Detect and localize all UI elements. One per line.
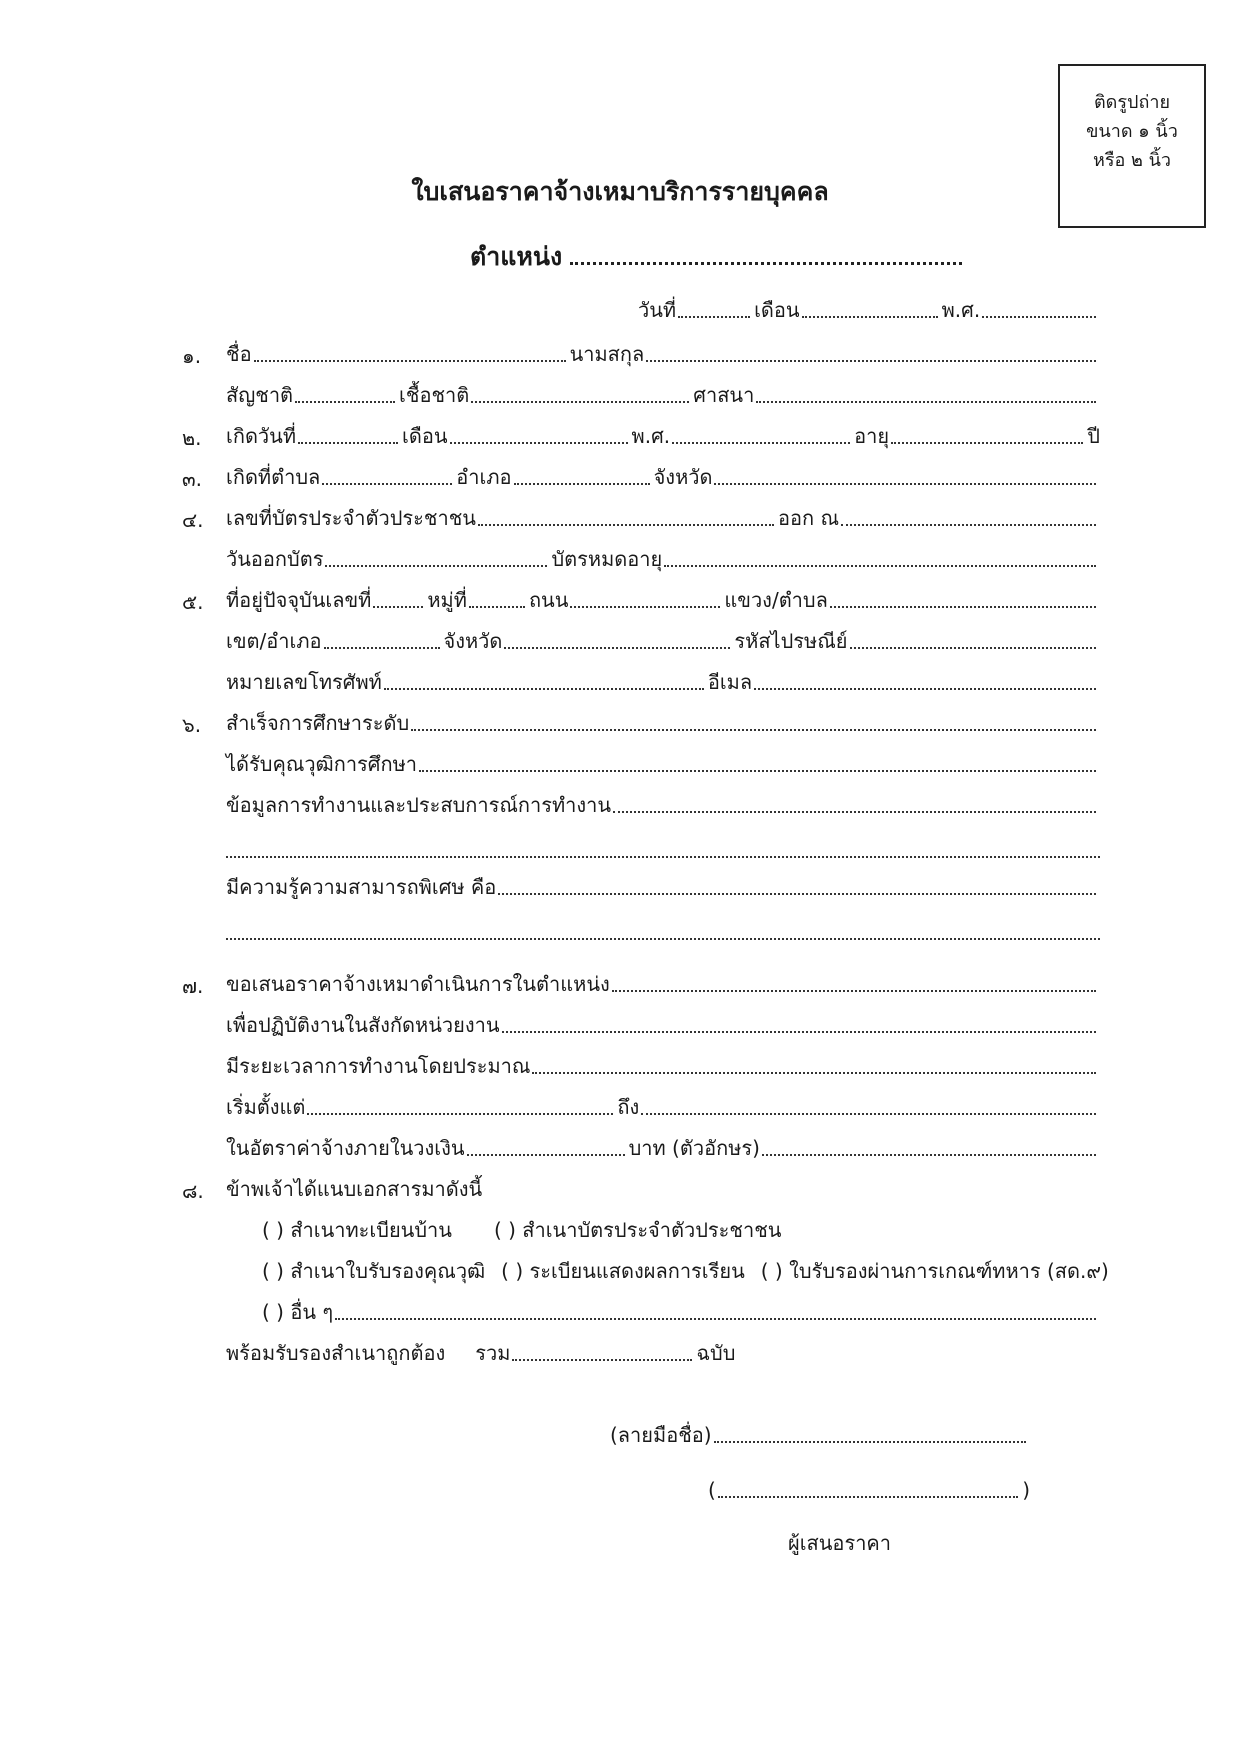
id-card-field[interactable] <box>478 524 774 526</box>
section-number: ๔. <box>182 508 204 532</box>
start-label: เริ่มตั้งแต่ <box>226 1095 306 1119</box>
day-field[interactable] <box>678 316 750 318</box>
section-7-row-5 <box>0 1134 1240 1168</box>
section-6-row-2 <box>0 750 1240 784</box>
surname-label: นามสกุล <box>569 342 645 366</box>
section-6-row-5 <box>0 873 1240 907</box>
baht-text-field[interactable] <box>762 1154 1096 1156</box>
page-title: ใบเสนอราคาจ้างเหมาบริการรายบุคคล <box>411 177 829 206</box>
years-label: ปี <box>1087 424 1100 448</box>
rate-field[interactable] <box>467 1154 625 1156</box>
position-field[interactable] <box>570 258 962 265</box>
close-paren: ) <box>1022 1478 1030 1502</box>
address-no-field[interactable] <box>373 606 423 608</box>
nationality-field[interactable] <box>295 401 395 403</box>
certify-label: พร้อมรับรองสำเนาถูกต้อง <box>226 1341 446 1365</box>
total-field[interactable] <box>512 1359 692 1361</box>
nationality-label: สัญชาติ <box>226 383 294 407</box>
birth-month-field[interactable] <box>450 442 628 444</box>
education-field[interactable] <box>411 729 1096 731</box>
section-4-row-2 <box>0 545 1240 579</box>
printed-name-field[interactable] <box>718 1496 1018 1498</box>
section-number: ๕. <box>182 590 204 614</box>
name-field[interactable] <box>254 360 566 362</box>
unit-label: เพื่อปฏิบัติงานในสังกัดหน่วยงาน <box>226 1013 500 1037</box>
section-5-row-2 <box>0 627 1240 661</box>
address-no-label: ที่อยู่ปัจจุบันเลขที่ <box>226 588 372 612</box>
address-district-label: เขต/อำเภอ <box>226 629 322 653</box>
section-6-row-1 <box>0 709 1240 743</box>
birth-subdistrict-field[interactable] <box>322 483 452 485</box>
photo-box-line: ขนาด ๑ นิ้ว <box>1086 121 1178 142</box>
name-label: ชื่อ <box>226 342 252 366</box>
birth-province-label: จังหวัด <box>653 465 713 489</box>
skills-field[interactable] <box>498 893 1096 895</box>
moo-field[interactable] <box>469 606 525 608</box>
year-label: พ.ศ. <box>941 298 981 322</box>
section-8-row-1 <box>0 1175 1240 1209</box>
skills-label: มีความรู้ความสามารถพิเศษ คือ <box>226 875 497 899</box>
photo-box-line: ติดรูปถ่าย <box>1093 92 1171 113</box>
skills-extra-field[interactable] <box>226 938 1100 940</box>
house-registration-checkbox[interactable]: ( ) สำเนาทะเบียนบ้าน <box>262 1218 452 1242</box>
offer-field[interactable] <box>612 990 1096 992</box>
date-row <box>0 296 1240 330</box>
bidder-label: ผู้เสนอราคา <box>788 1531 892 1555</box>
id-card-label: เลขที่บัตรประจำตัวประชาชน <box>226 506 476 530</box>
day-label: วันที่ <box>638 298 677 322</box>
race-label: เชื้อชาติ <box>399 383 470 407</box>
birth-year-field[interactable] <box>672 442 850 444</box>
birth-subdistrict-label: เกิดที่ตำบล <box>226 465 321 489</box>
section-6-row-3 <box>0 791 1240 825</box>
age-field[interactable] <box>891 442 1083 444</box>
section-2-row <box>0 422 1240 456</box>
rate-label: ในอัตราค่าจ้างภายในวงเงิน <box>226 1136 465 1160</box>
section-number: ๒. <box>182 426 202 450</box>
birth-month-label: เดือน <box>402 424 448 448</box>
copies-label: ฉบับ <box>696 1341 736 1365</box>
birth-province-field[interactable] <box>714 483 1096 485</box>
other-checkbox[interactable]: ( ) อื่น ๆ <box>262 1300 334 1324</box>
year-field[interactable] <box>982 316 1096 318</box>
month-field[interactable] <box>802 316 938 318</box>
moo-label: หมู่ที่ <box>427 588 467 612</box>
degree-label: ได้รับคุณวุฒิการศึกษา <box>226 752 418 776</box>
section-1-row-2 <box>0 381 1240 415</box>
section-8-row-3 <box>0 1257 1240 1291</box>
expiry-field[interactable] <box>664 565 1096 567</box>
education-label: สำเร็จการศึกษาระดับ <box>226 711 410 735</box>
section-number: ๖. <box>182 713 202 737</box>
signature-field[interactable] <box>714 1441 1026 1443</box>
section-8-row-5 <box>0 1339 1240 1373</box>
section-8-row-2 <box>0 1216 1240 1250</box>
postcode-label: รหัสไปรษณีย์ <box>734 629 848 653</box>
section-4-row-1 <box>0 504 1240 538</box>
section-number: ๗. <box>182 974 204 998</box>
degree-field[interactable] <box>419 770 1096 772</box>
address-district-field[interactable] <box>324 647 440 649</box>
id-card-copy-checkbox[interactable]: ( ) สำเนาบัตรประจำตัวประชาชน <box>493 1218 782 1242</box>
religion-field[interactable] <box>756 401 1096 403</box>
position-heading <box>470 237 962 277</box>
military-certificate-checkbox[interactable]: ( ) ใบรับรองผ่านการเกณฑ์ทหาร (สด.๙) <box>760 1259 1109 1283</box>
printed-name-row <box>708 1476 1030 1506</box>
birth-day-field[interactable] <box>298 442 398 444</box>
birth-day-label: เกิดวันที่ <box>226 424 297 448</box>
transcript-checkbox[interactable]: ( ) ระเบียนแสดงผลการเรียน <box>501 1259 745 1283</box>
surname-field[interactable] <box>646 360 1096 362</box>
address-subdistrict-label: แขวง/ตำบล <box>724 588 828 612</box>
section-7-row-1 <box>0 970 1240 1004</box>
email-field[interactable] <box>754 688 1096 690</box>
to-label: ถึง <box>617 1095 640 1119</box>
section-7-row-3 <box>0 1052 1240 1086</box>
issue-date-field[interactable] <box>325 565 547 567</box>
issued-at-field[interactable] <box>841 524 1096 526</box>
road-label: ถนน <box>528 588 569 612</box>
total-label: รวม <box>475 1341 511 1365</box>
section-number: ๑. <box>182 344 202 368</box>
age-label: อายุ <box>854 424 890 448</box>
work-label: ข้อมูลการทำงานและประสบการณ์การทำงาน <box>226 793 612 817</box>
road-field[interactable] <box>570 606 720 608</box>
signature-label: (ลายมือชื่อ) <box>610 1423 712 1447</box>
to-field[interactable] <box>641 1113 1096 1115</box>
baht-label: บาท (ตัวอักษร) <box>628 1136 760 1160</box>
issue-date-label: วันออกบัตร <box>226 547 324 571</box>
section-6-row-6 <box>0 914 1240 948</box>
section-7-row-4 <box>0 1093 1240 1127</box>
address-subdistrict-field[interactable] <box>830 606 1096 608</box>
race-field[interactable] <box>471 401 689 403</box>
phone-label: หมายเลขโทรศัพท์ <box>226 670 382 694</box>
start-field[interactable] <box>307 1113 613 1115</box>
attachments-label: ข้าพเจ้าได้แนบเอกสารมาดังนี้ <box>226 1177 483 1201</box>
postcode-field[interactable] <box>850 647 1097 649</box>
section-8-row-4 <box>0 1298 1240 1332</box>
unit-field[interactable] <box>502 1031 1097 1033</box>
duration-field[interactable] <box>532 1072 1096 1074</box>
section-number: ๓. <box>182 467 203 491</box>
issued-at-label: ออก ณ <box>777 506 839 530</box>
phone-field[interactable] <box>384 688 704 690</box>
photo-box-line: หรือ ๒ นิ้ว <box>1092 150 1172 171</box>
address-province-label: จังหวัด <box>443 629 503 653</box>
section-3-row <box>0 463 1240 497</box>
offer-label: ขอเสนอราคาจ้างเหมาดำเนินการในตำแหน่ง <box>226 972 610 996</box>
birth-district-label: อำเภอ <box>456 465 512 489</box>
address-province-field[interactable] <box>504 647 730 649</box>
section-6-row-4 <box>0 832 1240 866</box>
section-5-row-1 <box>0 586 1240 620</box>
expiry-label: บัตรหมดอายุ <box>551 547 663 571</box>
section-number: ๘. <box>182 1179 204 1203</box>
section-5-row-3 <box>0 668 1240 702</box>
duration-label: มีระยะเวลาการทำงานโดยประมาณ <box>226 1054 531 1078</box>
open-paren: ( <box>708 1478 716 1502</box>
section-7-row-2 <box>0 1011 1240 1045</box>
birth-district-field[interactable] <box>514 483 650 485</box>
religion-label: ศาสนา <box>693 383 755 407</box>
signature-row <box>610 1421 1030 1451</box>
month-label: เดือน <box>754 298 800 322</box>
birth-year-label: พ.ศ. <box>631 424 671 448</box>
section-1-row-1 <box>0 340 1240 374</box>
certificate-checkbox[interactable]: ( ) สำเนาใบรับรองคุณวุฒิ <box>262 1259 486 1283</box>
email-label: อีเมล <box>707 670 753 694</box>
work-field[interactable] <box>613 811 1096 813</box>
work-extra-field[interactable] <box>226 856 1100 858</box>
position-label: ตำแหน่ง <box>470 242 563 271</box>
other-field[interactable] <box>335 1318 1096 1320</box>
